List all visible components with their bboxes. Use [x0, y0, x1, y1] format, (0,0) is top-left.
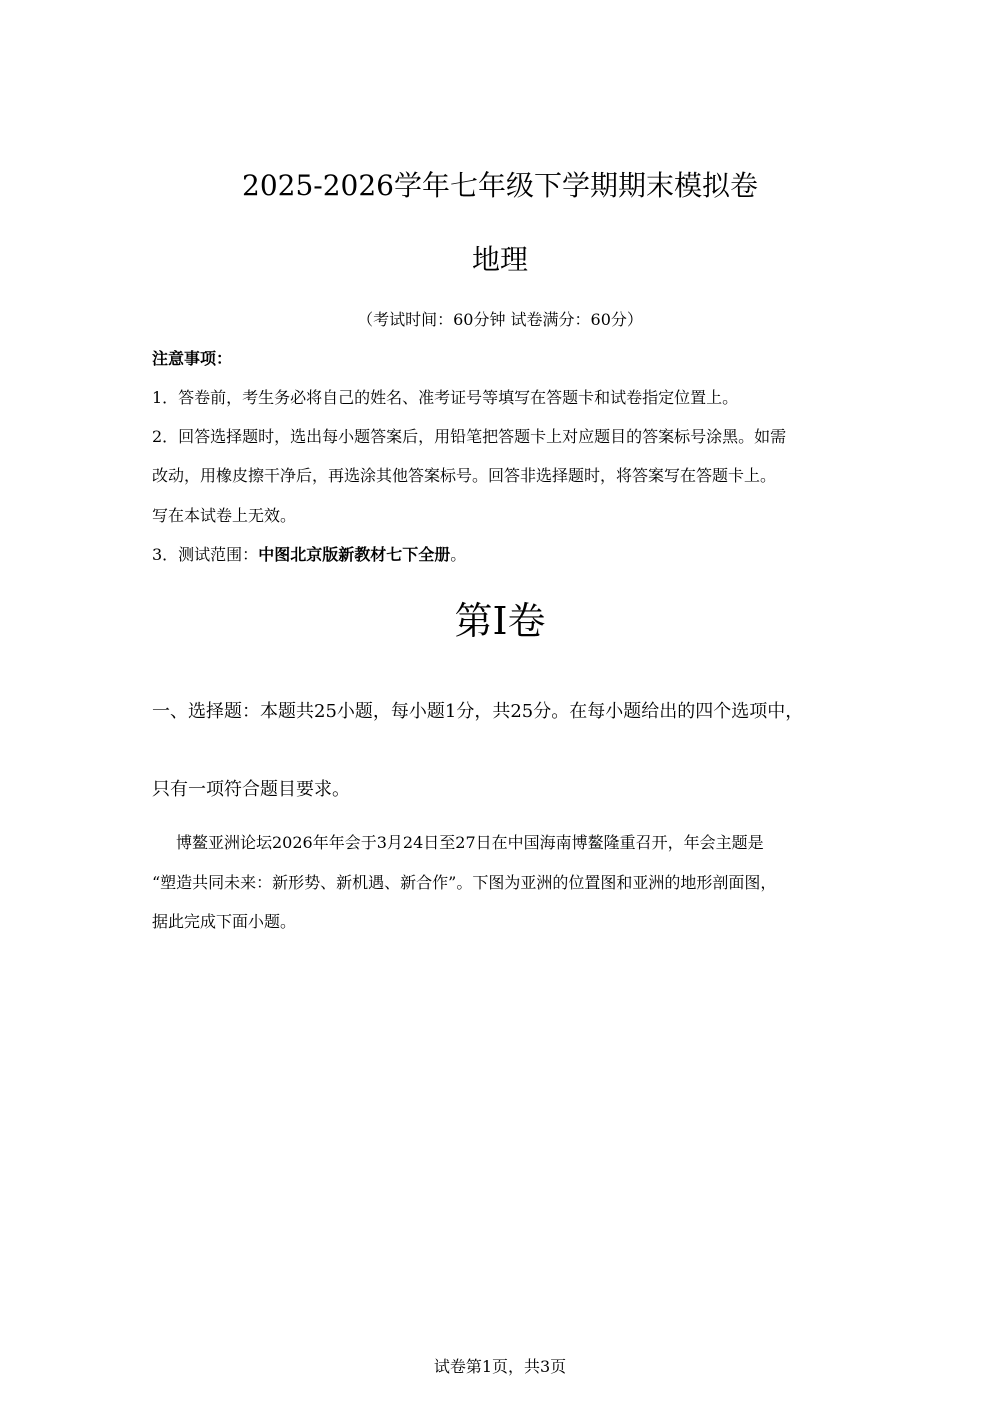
subject-title: 地理: [471, 243, 528, 276]
volume-title: 第Ⅰ卷: [454, 599, 546, 643]
notice-item-1: 1．答卷前，考生务必将自己的姓名、准考证号等填写在答题卡和试卷指定位置上。: [152, 388, 739, 407]
notice-heading: 注意事项：: [152, 349, 233, 368]
test-scope: 中图北京版新教材七下全册: [258, 545, 451, 564]
page-footer: 试卷第1页，共3页: [433, 1357, 567, 1376]
section-instruction-line-1: 一、选择题：本题共25小题，每小题1分，共25分。在每小题给出的四个选项中，: [152, 701, 804, 722]
notice-item-2-line-2: 改动，用橡皮擦干净后，再选涂其他答案标号。回答非选择题时，将答案写在答题卡上。: [152, 466, 777, 485]
passage-line-1: 博鳌亚洲论坛2026年年会于3月24日至27日在中国海南博鳌隆重召开，年会主题是: [176, 833, 764, 852]
notice-item-2-line-3: 写在本试卷上无效。: [152, 506, 297, 525]
notice-item-3-prefix: 3．测试范围：: [152, 545, 259, 564]
passage-line-3: 据此完成下面小题。: [152, 912, 297, 931]
exam-title: 2025-2026学年七年级下学期期末模拟卷: [242, 169, 758, 202]
notice-item-3: [152, 544, 466, 566]
section-instruction-line-2: 只有一项符合题目要求。: [152, 779, 350, 800]
notice-item-2-line-1: 2．回答选择题时，选出每小题答案后，用铅笔把答题卡上对应题目的答案标号涂黑。如需: [152, 427, 787, 446]
exam-time-and-score: （考试时间：60分钟 试卷满分：60分）: [357, 310, 643, 329]
notice-item-3-suffix: 。: [450, 545, 467, 564]
passage-line-2: “塑造共同未来：新形势、新机遇、新合作”。下图为亚洲的位置图和亚洲的地形剖面图，: [152, 873, 777, 892]
